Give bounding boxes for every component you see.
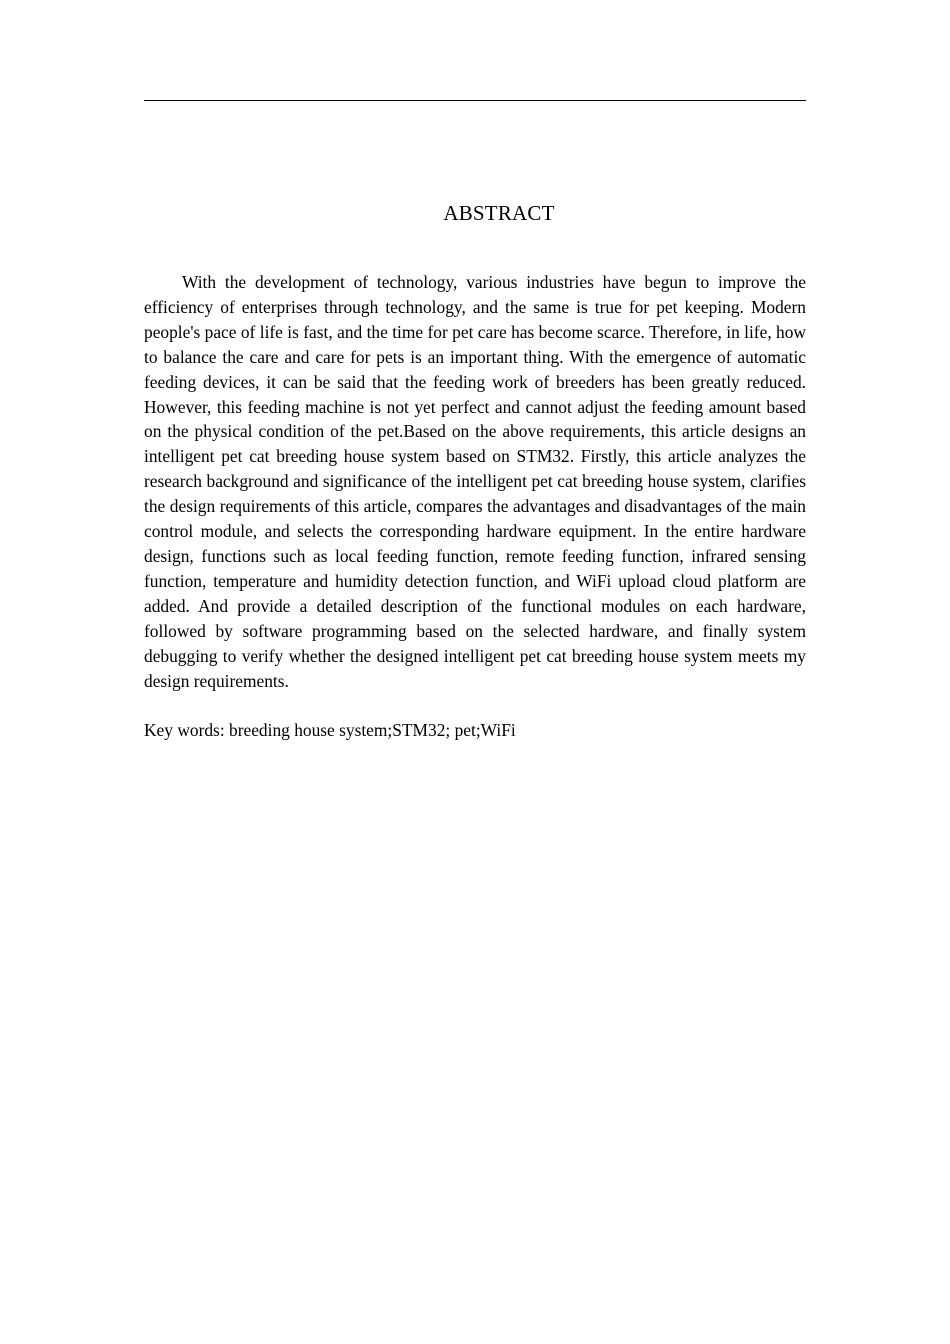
header-rule — [144, 100, 806, 101]
abstract-body: With the development of technology, various industries have begun to improve the efficiency of enterprises through technology, and the same is true for pet keeping. Modern people's pace of life is fast, and the time for pet care has become scarce. Therefore, in life, how to balance the care and care for pets is an important thing. With the emergence of automatic feeding devices, it can be said that the feeding work of breeders has been greatly reduced. However, this feeding machine is not yet perfect and cannot adjust the feeding amount based on the physical condition of the pet.Based on the above requirements, this article designs an intelligent pet cat breeding house system based on STM32. Firstly, this article analyzes the research background and significance of the intelligent pet cat breeding house system, clarifies the design requirements of this article, compares the advantages and disadvantages of the main control module, and selects the corresponding hardware equipment. In the entire hardware design, functions such as local feeding function, remote feeding function, infrared sensing function, temperature and humidity detection function, and WiFi upload cloud platform are added. And provide a detailed description of the functional modules on each hardware, followed by software programming based on the selected hardware, and finally system debugging to verify whether the designed intelligent pet cat breeding house system meets my design requirements. — [144, 272, 806, 691]
abstract-title: ABSTRACT — [443, 201, 555, 225]
keywords-line: Key words: breeding house system;STM32; pet;WiFi — [144, 720, 516, 740]
